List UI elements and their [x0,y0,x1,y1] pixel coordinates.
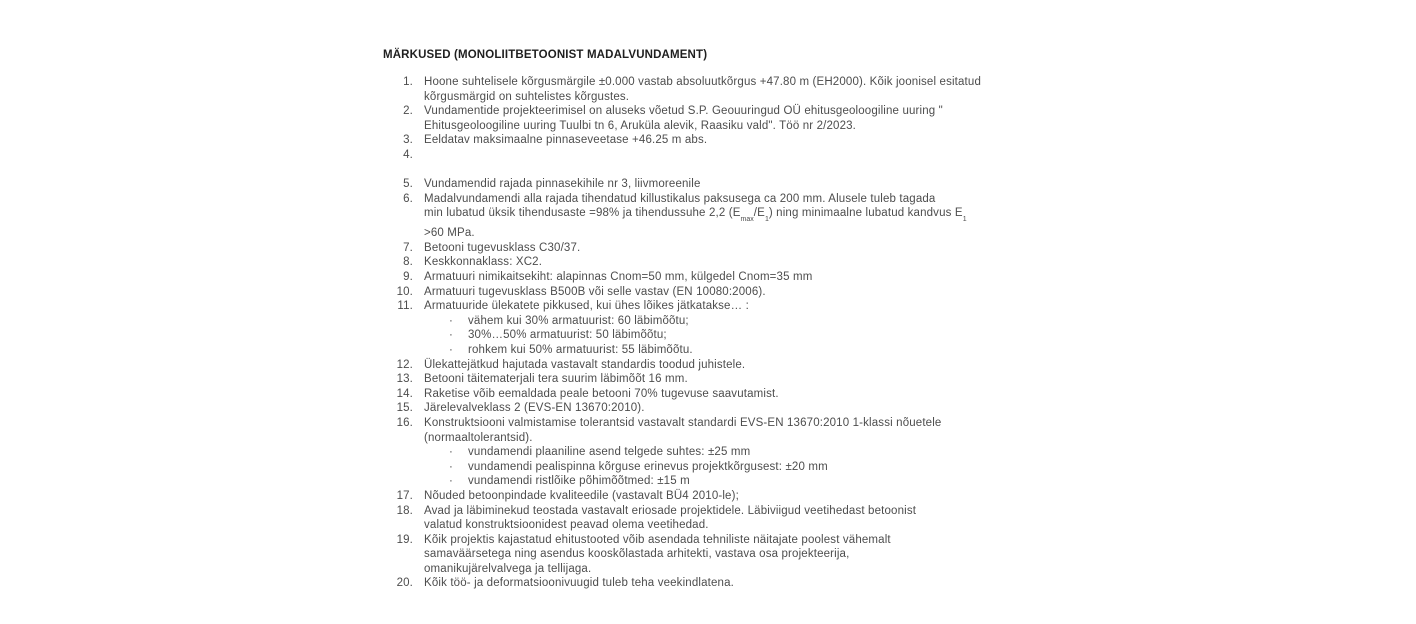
note-number: 13. [396,373,413,386]
note-line: Hoone suhtelisele kõrgusmärgile ±0.000 vastab absoluutkõrgus +47.80 m (EH2000). Kõik joonisel esitatud [424,76,981,88]
note-item [383,270,1063,285]
note-item [383,401,1063,416]
note-number: 18. [396,504,413,517]
note-sub-bullet [449,474,1063,489]
note-item [383,255,1063,270]
note-number: 3. [403,134,413,147]
bullet-dot-icon: · [449,446,453,459]
bullet-text: vundamendi pealispinna kõrguse erinevus projektkõrgusest: ±20 mm [468,460,828,473]
note-item [383,358,1063,373]
note-text [424,270,1063,285]
note-text [424,104,1063,133]
note-line: Armatuuride ülekatete pikkused, kui ühes lõikes jätkatakse… : [424,300,749,313]
note-line: min lubatud üksik tihendusaste =98% ja tihendussuhe 2,2 $(E_{max}/E_1)$ ning minimaalne lubatud kandvus $E_1$ [424,207,967,223]
note-number: 7. [403,241,413,254]
bullet-text: vähem kui 30% armatuurist: 60 läbimõõtu; [468,314,689,327]
note-line: Eeldatav maksimaalne pinnaseveetase +46.25 m abs. [424,134,708,147]
note-number: 10. [396,285,413,298]
note-sub-bullet [449,314,1063,329]
note-item [383,104,1063,133]
note-item [383,416,1063,489]
note-item [383,285,1063,300]
note-text [424,133,1063,148]
note-number: 6. [403,192,413,205]
note-text [424,177,1063,192]
note-item [383,489,1063,504]
note-line: Keskkonnaklass: XC2. [424,256,543,269]
note-text [424,372,1063,387]
note-line: Vundamendid rajada pinnasekihile nr 3, liivmoreenile [424,178,701,191]
note-line: omanikujärelvalvega ja tellijaga. [424,562,592,575]
note-number: 8. [403,256,413,269]
note-text [424,504,1063,533]
note-line [424,163,1063,178]
bullet-dot-icon: · [449,343,453,356]
note-text [424,358,1063,373]
bullet-text: 30%…50% armatuurist: 50 läbimõõtu; [468,329,667,342]
note-line: Konstruktsiooni valmistamise tolerantsid vastavalt standardi EVS-EN 13670:2010 1-klassi nõuetele [424,416,942,429]
note-item [383,387,1063,402]
note-line: Vundamentide projekteerimisel on aluseks võetud S.P. Geouuringud OÜ ehitusgeoloogiline uuring " [424,105,943,118]
bullet-text: vundamendi plaaniline asend telgede suhtes: ±25 mm [468,446,751,459]
note-sub-bullet [449,343,1063,358]
bullet-dot-icon: · [449,460,453,473]
note-item [383,372,1063,387]
note-item [383,504,1063,533]
note-number: 19. [396,533,413,546]
note-number: 9. [403,271,413,284]
note-line: Nõuded betoonpindade kvaliteedile (vastavalt BÜ4 2010-le); [424,489,739,502]
bullet-dot-icon: · [449,329,453,342]
note-line: Kõik töö- ja deformatsioonivuugid tuleb teha veekindlatena. [424,577,734,590]
note-line: valatud konstruktsioonidest peavad olema veetihedad. [424,519,709,532]
bullet-dot-icon: · [449,475,453,488]
note-item [383,177,1063,192]
note-item [383,299,1063,357]
document-title: MÄRKUSED (MONOLIITBETOONIST MADALVUNDAMENT) [383,49,708,61]
note-line: Raketise võib eemaldada peale betooni 70% tugevuse saavutamist. [424,387,779,400]
note-number: 16. [396,416,413,429]
note-text [424,241,1063,256]
note-line: Kõik projektis kajastatud ehitustooted võib asendada tehniliste näitajate poolest vähemalt [424,533,891,546]
note-number: 5. [403,178,413,191]
note-line: Madalvundamendi alla rajada tihendatud killustikalus paksusega ca 200 mm. Alusele tuleb tagada [424,192,936,205]
bullet-dot-icon: · [449,314,453,327]
note-item [383,533,1063,577]
bullet-text: rohkem kui 50% armatuurist: 55 läbimõõtu. [468,343,693,356]
note-text [424,533,1063,577]
note-text [424,401,1063,416]
note-sub-bullet [449,460,1063,475]
note-number: 20. [396,577,413,590]
note-line: Betooni täitematerjali tera suurim läbimõõt 16 mm. [424,373,688,386]
note-item [383,192,1063,241]
note-line: Armatuuri nimikaitsekiht: alapinnas Cnom=50 mm, külgedel Cnom=35 mm [424,271,813,284]
note-line: Ehitusgeoloogiline uuring Tuulbi tn 6, Aruküla alevik, Raasiku vald". Töö nr 2/2023. [424,119,857,132]
note-line: Armatuuri tugevusklass B500B või selle vastav (EN 10080:2006). [424,285,766,298]
note-number: 17. [396,489,413,502]
note-item [383,576,1063,591]
note-text [424,192,1063,241]
bullet-text: vundamendi ristlõike põhimõõtmed: ±15 m [468,475,690,488]
note-line: (normaaltolerantsid). [424,431,533,444]
note-number: 11. [397,300,413,313]
note-line: >60 MPa. [424,227,475,240]
notes-list [383,75,1063,591]
note-number: 14. [396,387,413,400]
note-number: 1. [403,76,413,88]
note-text [424,416,1063,489]
note-line: Ülekattejätkud hajutada vastavalt standardis toodud juhistele. [424,358,746,371]
note-line: samaväärsetega ning asendus kooskõlastada arhitekti, vastava osa projekteerija, [424,548,850,561]
note-number: 12. [396,358,413,371]
note-line: Järelevalveklass 2 (EVS-EN 13670:2010). [424,402,645,415]
notes-document [383,49,1063,591]
note-number: 2. [403,105,413,118]
note-line: Avad ja läbiminekud teostada vastavalt eriosade projektidele. Läbiviigud veetihedast betoonist [424,504,917,517]
note-number: 15. [396,402,413,415]
note-text [424,255,1063,270]
note-text [424,387,1063,402]
note-item [383,148,1063,177]
note-line: Betooni tugevusklass C30/37. [424,241,581,254]
note-line: kõrgusmärgid on suhtelistes kõrgustes. [424,90,630,103]
note-item [383,133,1063,148]
note-text [424,299,1063,357]
note-text [424,148,1063,177]
note-sub-bullet [449,328,1063,343]
note-text [424,75,1063,104]
note-sub-bullet [449,445,1063,460]
note-text [424,285,1063,300]
note-line [424,148,1063,163]
note-text [424,576,1063,591]
note-number: 4. [403,148,413,161]
note-item [383,75,1063,104]
note-item [383,241,1063,256]
note-text [424,489,1063,504]
